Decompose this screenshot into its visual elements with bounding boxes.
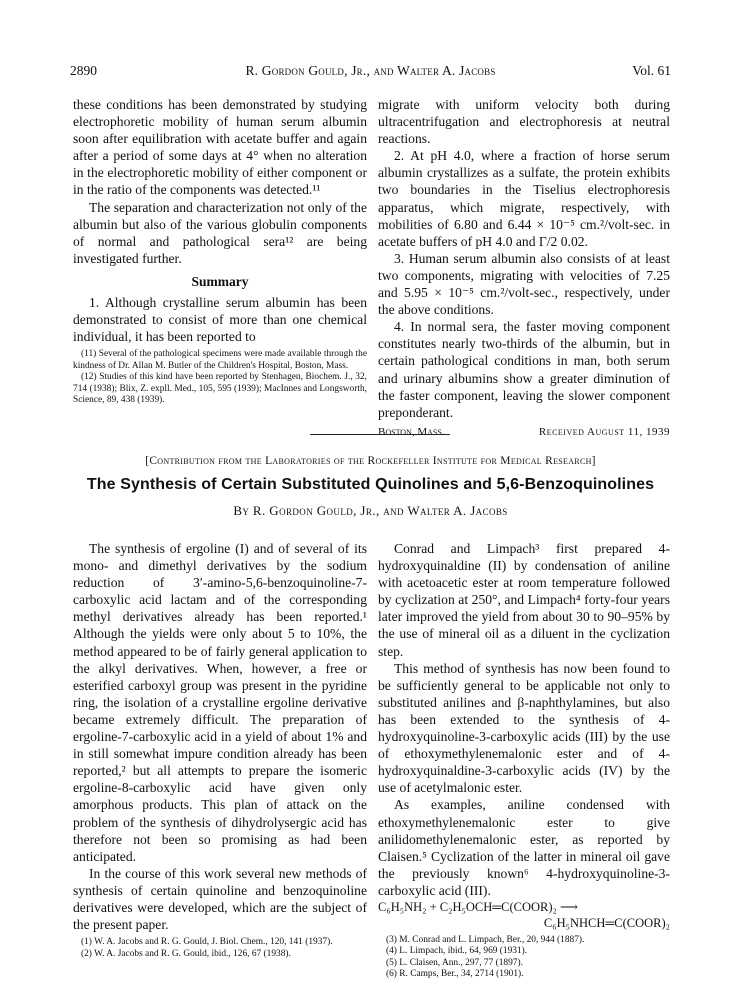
- byline: By R. Gordon Gould, Jr., and Walter A. Jacobs: [233, 503, 508, 518]
- footnote: (3) M. Conrad and L. Limpach, Ber., 20, 944 (1887).: [386, 934, 585, 945]
- footnote: (2) W. A. Jacobs and R. G. Gould, ibid., 126, 67 (1938).: [81, 948, 291, 959]
- page-number: 2890: [70, 63, 97, 78]
- equation-right: C₆H₅NHCH═C(COOR)₂: [543, 915, 670, 930]
- footnotes: [73, 349, 367, 406]
- top-left-column: [73, 96, 367, 406]
- bottom-left-column: [73, 540, 367, 960]
- volume-label: Vol. 61: [632, 63, 671, 78]
- summary-heading: Summary: [191, 273, 249, 289]
- equation-left: C₆H₅NH₂ + C₂H₅OCH═C(COOR)₂ ⟶: [378, 899, 578, 914]
- summary-paragraph: 3. Human serum albumin also consists of at least two components, migrating with velocities of 7.25 and 5.95 × 10⁻⁵ cm.²/volt-sec., respectively, under the above conditions.: [378, 250, 670, 318]
- footnote: (11) Several of the pathological specimens were made available through the kindness of Dr. Allan M. Butler of the Children's Hospital, Boston, Mass.: [73, 349, 367, 371]
- received-date: Received August 11, 1939: [538, 425, 670, 438]
- top-right-column: [378, 96, 670, 439]
- footnotes: [378, 935, 670, 981]
- dateline: [378, 421, 670, 439]
- paragraph: In the course of this work several new methods of synthesis of certain quinoline and benzoquinoline derivatives were developed, which are the subject of the present paper.: [73, 865, 367, 933]
- footnote: (12) Studies of this kind have been reported by Stenhagen, Biochem. J., 32, 714 (1938); Blix, Z. expll. Med., 105, 595 (1939); MacInnes and Longsworth, Science, 89, 438 (1939).: [73, 372, 367, 405]
- footnote: (5) L. Claisen, Ann., 297, 77 (1897).: [386, 957, 523, 968]
- running-header: [70, 63, 671, 81]
- footnote: (6) R. Camps, Ber., 34, 2714 (1901).: [386, 969, 524, 980]
- location: Boston, Mass.: [378, 425, 445, 438]
- paragraph: This method of synthesis has now been found to be sufficiently general to be applicable not only to substituted anilines and β-naphthylamines, but also has been extended to the synthesis of 4-hydroxyquinoline-3-carboxylic acids (III) by the use of ethoxymethylenemalonic ester and of 4-hydroxyquinaldine-3-carboxylic acids (IV) by the use of acetylmalonic ester.: [378, 660, 670, 796]
- paragraph: The separation and characterization not only of the albumin but also of the various globulin components of normal and pathological sera¹² are being investigated further.: [73, 199, 367, 266]
- contribution-line: [Contribution from the Laboratories of the Rockefeller Institute for Medical Research]: [145, 455, 596, 467]
- summary-paragraph: 1. Although crystalline serum albumin has been demonstrated to consist of more than one chemical individual, it has been reported to: [73, 295, 367, 345]
- article-title: The Synthesis of Certain Substituted Quinolines and 5,6-Benzoquinolines: [86, 476, 655, 493]
- paragraph: Conrad and Limpach³ first prepared 4-hydroxyquinaldine (II) by condensation of aniline with acetoacetic ester at room temperature followed by cyclization at 250°, and Limpach⁴ forty-four years later improved the yield from about 30 to 90–95% by the use of mineral oil as a diluent in the cyclization step.: [378, 541, 670, 659]
- footnotes: [73, 937, 367, 960]
- bottom-right-column: [378, 540, 670, 981]
- running-title: R. Gordon Gould, Jr., and Walter A. Jacobs: [245, 63, 496, 78]
- footnote: (4) L. Limpach, ibid., 64, 969 (1931).: [386, 946, 528, 957]
- paragraph: The synthesis of ergoline (I) and of several of its mono- and dimethyl derivatives by the sodium reduction of 3′-amino-5,6-benzoquinoline-7-carboxylic acid lactam and of the corresponding methyl derivatives already has been reported.¹ Although the yields were only about 5 to 10%, the method appeared to be of fairly general application to the alkyl derivatives. When, however, a free or esterified carboxyl group was present in the pyridine ring, the isolation of a crystalline ergoline derivative became extremely difficult. The preparation of ergoline-7-carboxylic acid in a yield of about 1% and in still somewhat impure condition already has been reported,² but all attempts to prepare the isomeric ergoline-8-carboxylic acid have given only amorphous products. This plan of attack on the problem of the synthesis of dihydrolysergic acid has therefore not been so promising as had been anticipated.: [73, 541, 367, 864]
- summary-paragraph: 2. At pH 4.0, where a fraction of horse serum albumin crystallizes as a sulfate, the protein exhibits two boundaries in the Tiselius electrophoresis apparatus, which migrate, respectively, with mobilities of 6.80 and 6.44 × 10⁻⁵ cm.²/volt-sec. in acetate buffers of pH 4.0 and Γ/2 0.02.: [378, 148, 670, 249]
- footnote: (1) W. A. Jacobs and R. G. Gould, J. Biol. Chem., 120, 141 (1937).: [81, 937, 333, 948]
- divider-rule: [310, 434, 450, 435]
- paragraph: migrate with uniform velocity both during ultracentrifugation and electrophoresis at neutral reactions.: [378, 97, 670, 147]
- paragraph: As examples, aniline condensed with ethoxymethylenemalonic ester to give anilidomethylenemalonic ester, as reported by Claisen.⁵ Cyclization of the latter in mineral oil gave the previously known⁶ 4-hydroxyquinoline-3-carboxylic acid (III).: [378, 797, 670, 898]
- summary-paragraph: 4. In normal sera, the faster moving component constitutes nearly two-thirds of the albumin, but in certain pathological conditions in man, both serum and urinary albumins show a greater diminution of the faster component, leaving the slower component preponderant.: [378, 319, 670, 420]
- paragraph: these conditions has been demonstrated by studying electrophoretic mobility of human serum albumin soon after equilibration with acetate buffer and again after a period of some days at 4° when no alteration in the electrophoretic mobility of either component or in the ratio of the components was detected.¹¹: [73, 97, 367, 198]
